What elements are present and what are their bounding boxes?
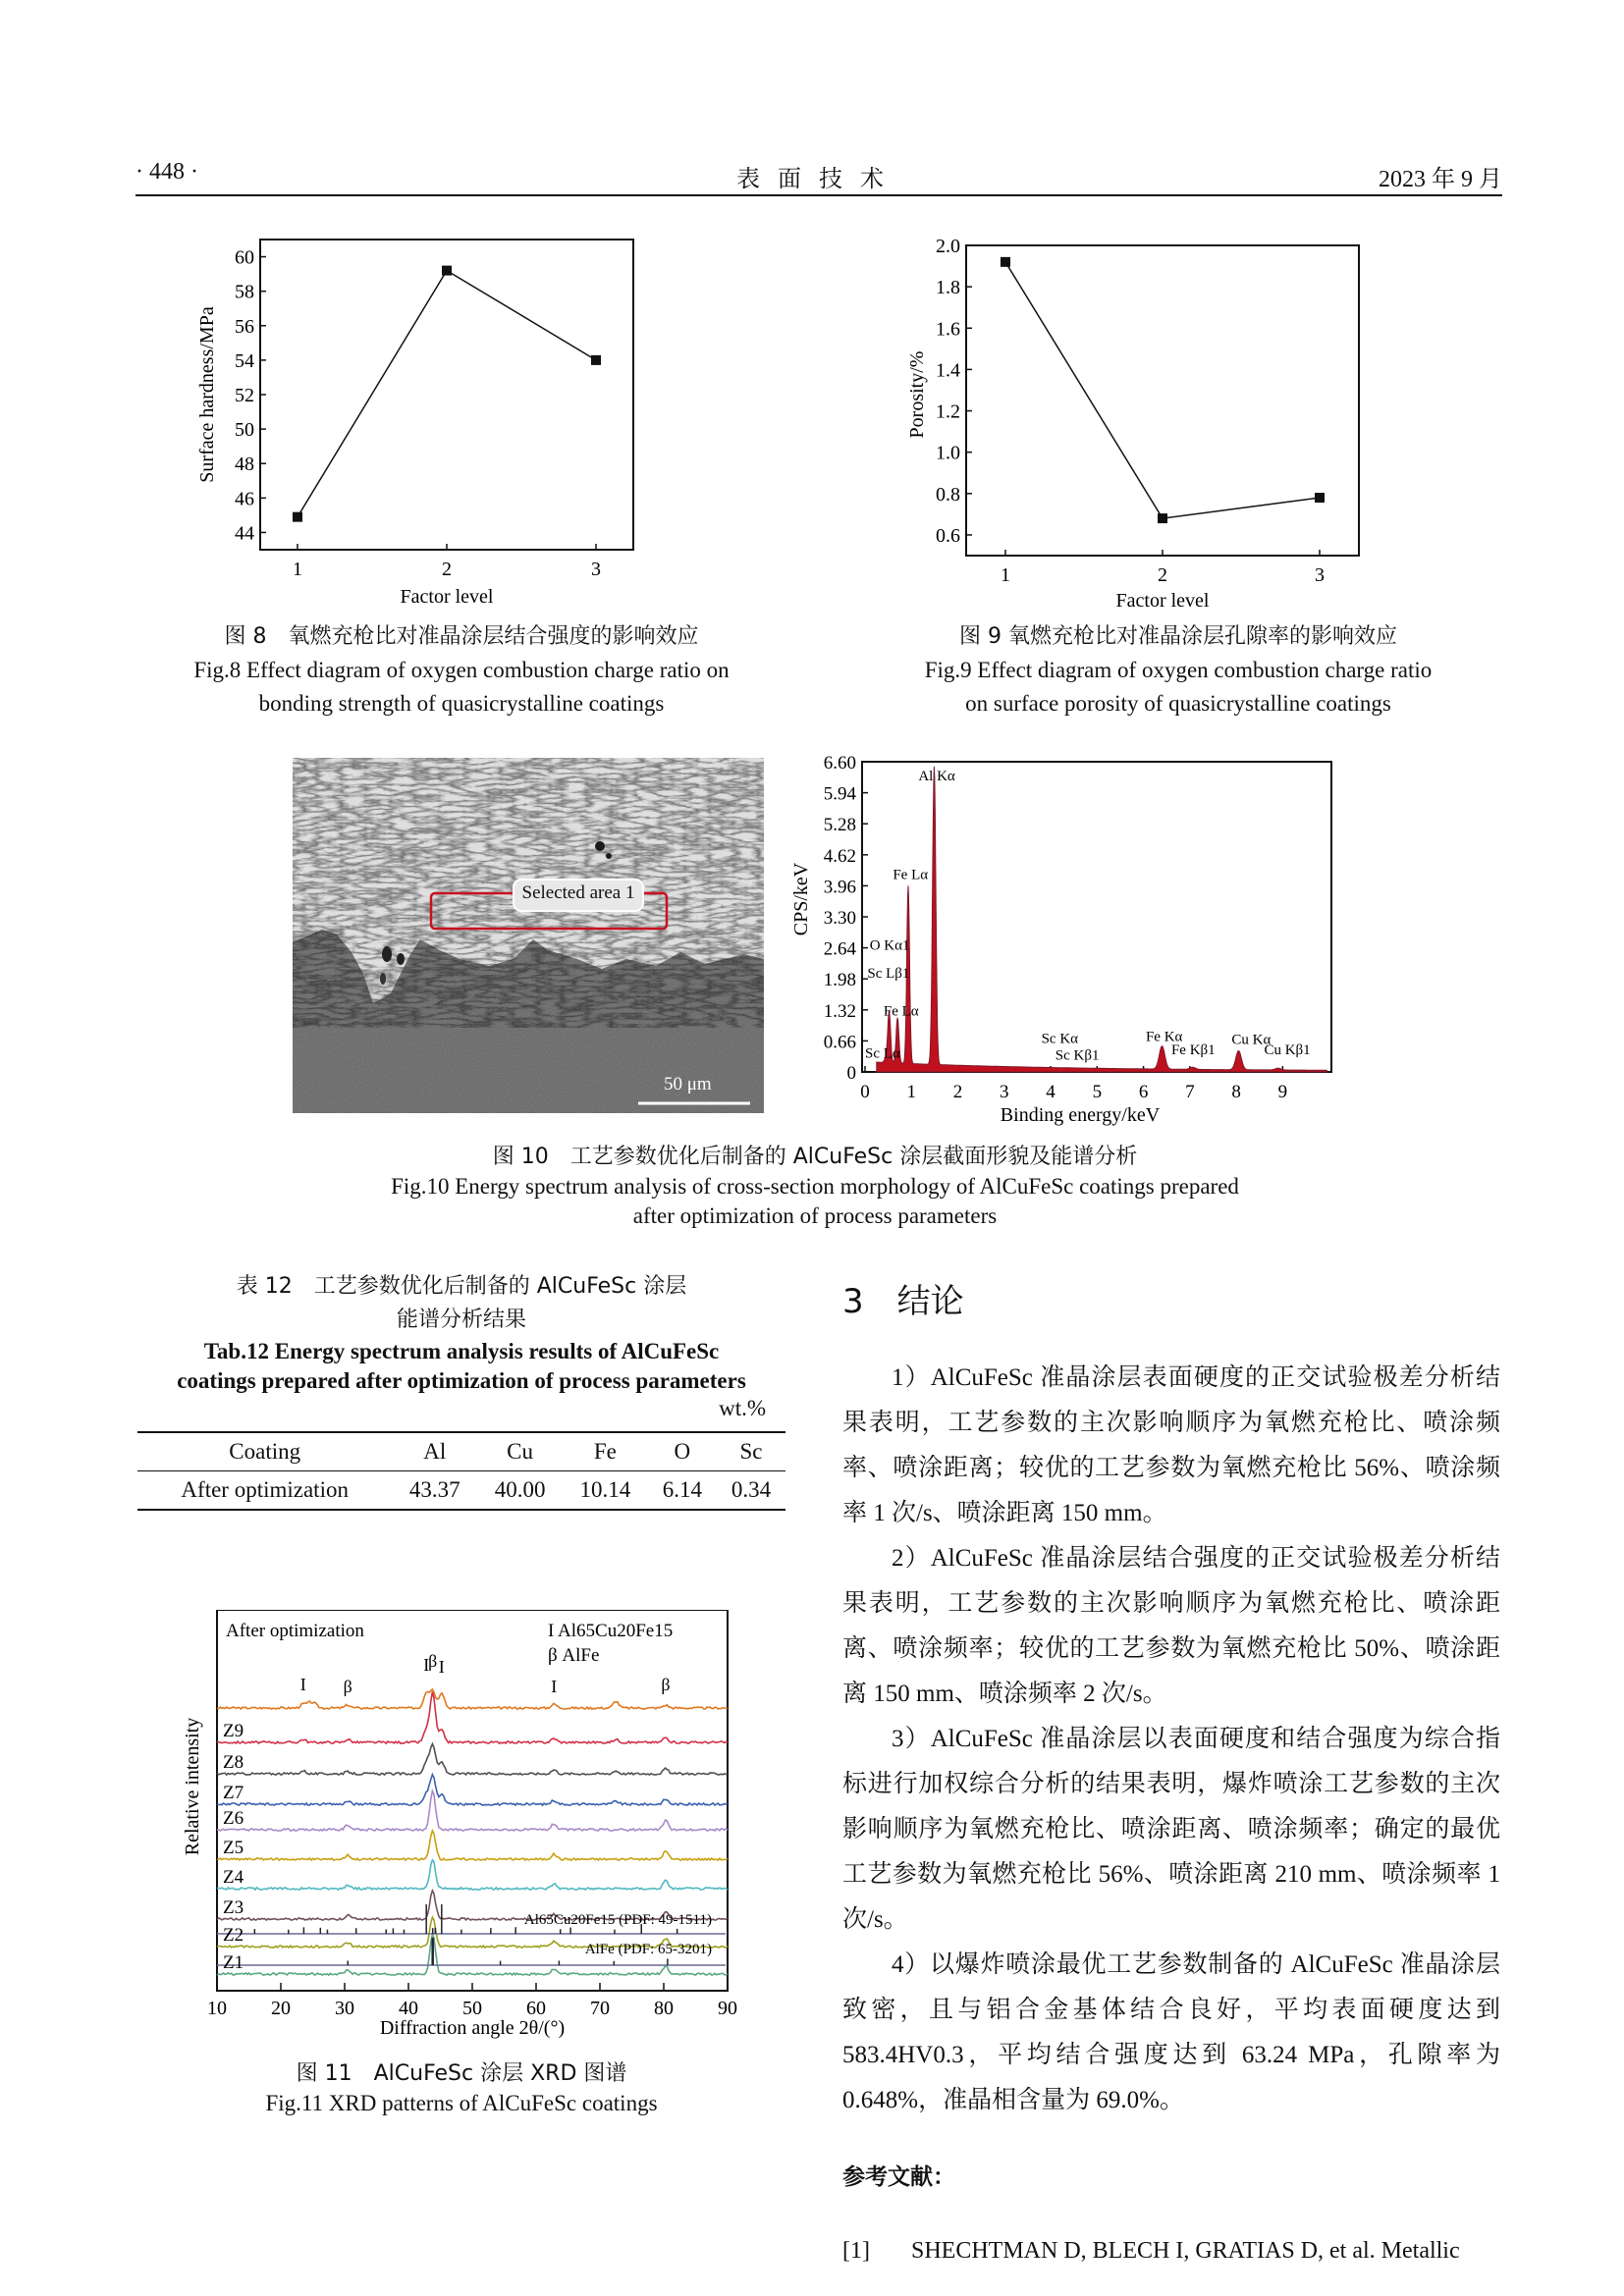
svg-text:Sc Lα: Sc Lα bbox=[865, 1045, 900, 1062]
svg-text:6: 6 bbox=[1138, 1082, 1149, 1102]
svg-text:1: 1 bbox=[1001, 564, 1010, 586]
fig10-caption: 图 10 工艺参数优化后制备的 AlCuFeSc 涂层截面形貌及能谱分析 Fig.10 Energy spectrum analysis of cross-section morphology of AlCuFeSc coatings prepared after optimization of process parameters bbox=[391, 1145, 1239, 1228]
svg-text:0.8: 0.8 bbox=[936, 483, 960, 506]
svg-text:3: 3 bbox=[591, 559, 601, 580]
svg-text:5.28: 5.28 bbox=[823, 815, 856, 836]
svg-text:44: 44 bbox=[235, 522, 254, 545]
svg-text:1.8: 1.8 bbox=[936, 277, 960, 299]
issue-date: 2023 年 9 月 bbox=[1379, 167, 1502, 192]
svg-text:2: 2 bbox=[442, 559, 452, 580]
svg-text:β: β bbox=[428, 1651, 438, 1671]
svg-text:Z9: Z9 bbox=[223, 1721, 244, 1741]
svg-text:Z6: Z6 bbox=[223, 1808, 244, 1829]
svg-text:0.6: 0.6 bbox=[936, 524, 960, 547]
svg-text:0: 0 bbox=[860, 1082, 870, 1102]
reference-item bbox=[842, 2238, 1500, 2265]
fig9-caption: 图 9 氧燃充枪比对准晶涂层孔隙率的影响效应 Fig.9 Effect diagram of oxygen combustion charge ratio on surface porosity of quasicrystalline coatings bbox=[924, 624, 1433, 716]
svg-text:0: 0 bbox=[846, 1063, 856, 1084]
page-number: · 448 · bbox=[135, 159, 198, 185]
svg-text:1: 1 bbox=[906, 1082, 917, 1102]
svg-text:50: 50 bbox=[235, 419, 254, 442]
svg-text:I: I bbox=[423, 1655, 430, 1675]
svg-text:46: 46 bbox=[235, 488, 254, 510]
svg-text:I: I bbox=[551, 1677, 558, 1696]
svg-text:2: 2 bbox=[952, 1082, 963, 1102]
svg-text:3: 3 bbox=[1000, 1082, 1009, 1102]
conclusion-section bbox=[842, 1274, 1500, 2265]
svg-text:56: 56 bbox=[235, 315, 254, 338]
svg-text:30: 30 bbox=[335, 1998, 354, 2019]
svg-text:I: I bbox=[438, 1657, 445, 1677]
svg-text:Sc Kα: Sc Kα bbox=[1041, 1031, 1079, 1047]
svg-text:2.0: 2.0 bbox=[936, 236, 960, 257]
svg-text:Cu Kα: Cu Kα bbox=[1231, 1032, 1272, 1048]
xrd-chart bbox=[167, 1610, 756, 2042]
table-unit: wt.% bbox=[719, 1396, 766, 1420]
svg-text:β: β bbox=[661, 1675, 671, 1694]
svg-text:70: 70 bbox=[590, 1998, 610, 2019]
svg-text:Cu Kβ1: Cu Kβ1 bbox=[1264, 1041, 1311, 1058]
svg-text:4: 4 bbox=[1046, 1082, 1056, 1102]
svg-text:Z5: Z5 bbox=[223, 1838, 244, 1858]
sem-micrograph bbox=[293, 758, 764, 1113]
svg-text:2.64: 2.64 bbox=[823, 938, 856, 960]
conclusion-paragraph-4: 4）以爆炸喷涂最优工艺参数制备的 AlCuFeSc 准晶涂层致密，且与铝合金基体结合良好，平均表面硬度达到 583.4HV0.3，平均结合强度达到 63.24 MPa，孔隙率为 0.648%，准晶相含量为 69.0%。 bbox=[842, 1951, 1500, 2113]
conclusion-paragraph-1: 1）AlCuFeSc 准晶涂层表面硬度的正交试验极差分析结果表明，工艺参数的主次影响顺序为氧燃充枪比、喷涂频率、喷涂距离；较优的工艺参数为氧燃充枪比 56%、喷涂频率 1 次/s、喷涂距离 150 mm。 bbox=[842, 1364, 1500, 1526]
svg-text:0.66: 0.66 bbox=[823, 1032, 856, 1053]
svg-text:Z1: Z1 bbox=[223, 1952, 244, 1973]
svg-text:Fe Kα: Fe Kα bbox=[1145, 1029, 1183, 1045]
svg-text:CPS/keV: CPS/keV bbox=[790, 862, 812, 936]
svg-text:52: 52 bbox=[235, 385, 254, 406]
svg-text:Sc Kβ1: Sc Kβ1 bbox=[1055, 1047, 1100, 1064]
svg-text:9: 9 bbox=[1277, 1082, 1288, 1102]
table-header-row: Coating Al Cu Fe O Sc bbox=[137, 1432, 785, 1471]
svg-text:Fe Kβ1: Fe Kβ1 bbox=[1170, 1041, 1216, 1058]
svg-text:β AlFe: β AlFe bbox=[548, 1645, 600, 1666]
reference-text: SHECHTMAN D, BLECH I, GRATIAS D, et al. Metallic bbox=[911, 2238, 1460, 2264]
svg-text:Z7: Z7 bbox=[223, 1783, 244, 1803]
svg-text:50: 50 bbox=[462, 1998, 482, 2019]
table-12: 表 12 工艺参数优化后制备的 AlCuFeSc 涂层 能谱分析结果 Tab.12 Energy spectrum analysis results of AlCuFeSc coatings prepared after optimization of process parameters wt.% Coating Al Cu Fe O Sc After optimization 43.37 40.00 10.14 6.14 0.34 bbox=[137, 1270, 785, 1511]
svg-text:I: I bbox=[299, 1675, 306, 1694]
selected-area-label: Selected area 1 bbox=[521, 882, 635, 903]
svg-text:O Kα1: O Kα1 bbox=[869, 937, 910, 954]
svg-text:Z4: Z4 bbox=[223, 1867, 244, 1888]
fig11-caption: 图 11 AlCuFeSc 涂层 XRD 图谱 Fig.11 XRD patterns of AlCuFeSc coatings bbox=[265, 2061, 658, 2115]
svg-text:Z2: Z2 bbox=[223, 1925, 244, 1946]
fig9-chart bbox=[884, 228, 1473, 611]
svg-text:2: 2 bbox=[1158, 564, 1167, 586]
svg-text:5.94: 5.94 bbox=[823, 783, 856, 805]
references-heading: 参考文献： bbox=[842, 2164, 955, 2190]
svg-text:Porosity/%: Porosity/% bbox=[906, 350, 928, 439]
reference-number: [1] bbox=[842, 2238, 870, 2264]
svg-text:8: 8 bbox=[1231, 1082, 1241, 1102]
svg-text:80: 80 bbox=[654, 1998, 674, 2019]
svg-text:90: 90 bbox=[718, 1998, 737, 2019]
svg-text:10: 10 bbox=[207, 1998, 227, 2019]
svg-text:40: 40 bbox=[399, 1998, 418, 2019]
svg-text:60: 60 bbox=[526, 1998, 546, 2019]
svg-text:60: 60 bbox=[235, 246, 254, 269]
journal-title: 表面技术 bbox=[736, 167, 901, 192]
svg-text:3.96: 3.96 bbox=[823, 877, 856, 898]
svg-text:Sc Lβ1: Sc Lβ1 bbox=[867, 966, 910, 983]
svg-text:I Al65Cu20Fe15: I Al65Cu20Fe15 bbox=[548, 1621, 674, 1641]
svg-text:54: 54 bbox=[235, 349, 254, 372]
svg-text:4.62: 4.62 bbox=[823, 845, 856, 867]
svg-text:3: 3 bbox=[1315, 564, 1325, 586]
svg-text:7: 7 bbox=[1185, 1082, 1195, 1102]
svg-text:Z3: Z3 bbox=[223, 1897, 244, 1918]
svg-text:After optimization: After optimization bbox=[226, 1621, 364, 1641]
svg-text:Diffraction angle 2θ/(°): Diffraction angle 2θ/(°) bbox=[379, 2017, 566, 2039]
svg-text:Al65Cu20Fe15 (PDF: 49-1511): Al65Cu20Fe15 (PDF: 49-1511) bbox=[523, 1912, 712, 1928]
svg-text:5: 5 bbox=[1092, 1082, 1103, 1102]
svg-text:1.6: 1.6 bbox=[936, 318, 960, 341]
svg-text:AlFe (PDF: 65-3201): AlFe (PDF: 65-3201) bbox=[584, 1942, 712, 1957]
svg-text:1.32: 1.32 bbox=[823, 1000, 856, 1022]
svg-text:Fe Lα: Fe Lα bbox=[883, 1003, 919, 1020]
svg-text:Z8: Z8 bbox=[223, 1752, 244, 1773]
page-header bbox=[135, 157, 1502, 196]
svg-text:1.2: 1.2 bbox=[936, 400, 960, 423]
svg-text:1: 1 bbox=[293, 559, 302, 580]
svg-text:1.98: 1.98 bbox=[823, 970, 856, 991]
svg-text:Al Kα: Al Kα bbox=[918, 769, 955, 785]
svg-text:6.60: 6.60 bbox=[823, 753, 856, 774]
svg-text:Fe Lα: Fe Lα bbox=[893, 867, 929, 883]
scale-bar-label: 50 μm bbox=[664, 1074, 712, 1095]
svg-text:Relative intensity: Relative intensity bbox=[182, 1717, 203, 1856]
svg-text:β: β bbox=[343, 1677, 352, 1696]
fig8-chart bbox=[172, 236, 761, 609]
table-row: After optimization 43.37 40.00 10.14 6.14 0.34 bbox=[137, 1471, 785, 1511]
svg-text:Surface hardness/MPa: Surface hardness/MPa bbox=[196, 306, 218, 483]
svg-text:Factor level: Factor level bbox=[1115, 590, 1210, 611]
svg-text:3.30: 3.30 bbox=[823, 908, 856, 929]
conclusion-paragraph-2: 2）AlCuFeSc 准晶涂层结合强度的正交试验极差分析结果表明，工艺参数的主次影响顺序为氧燃充枪比、喷涂距离、喷涂频率；较优的工艺参数为氧燃充枪比 50%、喷涂距离 150 mm、喷涂频率 2 次/s。 bbox=[842, 1545, 1500, 1707]
svg-text:58: 58 bbox=[235, 281, 254, 303]
fig8-caption: 图 8 氧燃充枪比对准晶涂层结合强度的影响效应 Fig.8 Effect diagram of oxygen combustion charge ratio on bonding strength of quasicrystalline coatings bbox=[193, 624, 730, 716]
svg-text:48: 48 bbox=[235, 454, 254, 476]
conclusion-paragraph-3: 3）AlCuFeSc 准晶涂层以表面硬度和结合强度为综合指标进行加权综合分析的结果表明，爆炸喷涂工艺参数的主次影响顺序为氧燃充枪比、喷涂距离、喷涂频率；确定的最优工艺参数为氧燃充枪比 56%、喷涂距离 210 mm、喷涂频率 1 次/s。 bbox=[842, 1726, 1500, 1933]
svg-text:20: 20 bbox=[271, 1998, 291, 2019]
svg-text:1.0: 1.0 bbox=[936, 442, 960, 464]
svg-text:Factor level: Factor level bbox=[400, 586, 494, 608]
energy-spectrum-table bbox=[137, 1431, 785, 1511]
section-title: 3 结论 bbox=[842, 1282, 964, 1321]
svg-text:Binding energy/keV: Binding energy/keV bbox=[1000, 1104, 1161, 1126]
svg-text:1.4: 1.4 bbox=[936, 359, 960, 382]
eds-spectrum-chart bbox=[785, 752, 1355, 1135]
